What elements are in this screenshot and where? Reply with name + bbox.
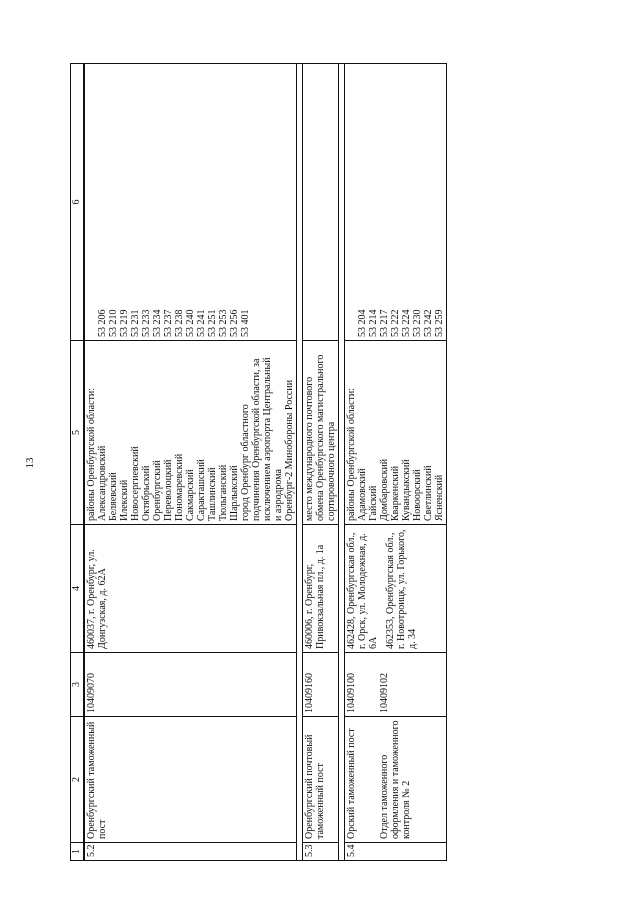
header-col-6: 6	[71, 64, 85, 341]
okato-code: 53 242	[423, 309, 434, 337]
region-line: Ясненский	[434, 474, 445, 521]
region-line: подчинения Оренбургской области, за	[251, 358, 262, 521]
post-name: Оренбургский таможенный пост	[84, 717, 297, 843]
post-name: Орский таможенный пост	[346, 728, 357, 839]
region-line: Тюльганский	[218, 464, 229, 521]
post-code-group	[345, 653, 447, 717]
region-line: обмена Оренбургского магистрального	[315, 354, 326, 521]
region-line: и аэродрома	[273, 469, 284, 521]
okato-code: 53 241	[196, 309, 207, 337]
header-col-5: 5	[71, 341, 85, 525]
post-code: 10409070	[84, 653, 297, 717]
region-line: Адамовский	[357, 468, 368, 521]
okato-code: 53 204	[357, 309, 368, 337]
okato-code: 53 222	[390, 309, 401, 337]
okato-code: 53 238	[174, 309, 185, 337]
post-address: 460037, г. Оренбург, ул. Донгузская, д. 62А	[84, 525, 297, 653]
region-line: Ташлинский	[207, 467, 218, 521]
region-line: город Оренбург областного	[240, 404, 251, 521]
region-line: Октябрьский	[141, 465, 152, 521]
header-col-2: 2	[71, 717, 85, 843]
region-line: Илекский	[119, 479, 130, 521]
okato-code: 53 251	[207, 309, 218, 337]
okato-code: 53 231	[130, 309, 141, 337]
region-line: Кувандыкский	[401, 459, 412, 521]
region-line: Оренбург-2 Минобороны России	[284, 379, 295, 521]
okato-code: 53 206	[97, 309, 108, 337]
okato-list	[303, 64, 339, 341]
rotated-table-container	[70, 63, 580, 861]
region-line: Переволоцкий	[163, 459, 174, 521]
region-line: Гайский	[368, 485, 379, 521]
region-line: Оренбургский	[152, 460, 163, 521]
okato-code: 53 219	[119, 309, 130, 337]
post-address: 460006, г. Оренбург, Привокзальная пл., д. 1а	[303, 525, 339, 653]
okato-list	[345, 64, 447, 341]
header-col-4: 4	[71, 525, 85, 653]
table-row-5-2	[84, 64, 297, 861]
okato-code: 53 233	[141, 309, 152, 337]
okato-list	[84, 64, 297, 341]
sub-post-address: 462353, Оренбургская обл., г. Новотроицк, ул. Горького, д. 34	[385, 529, 418, 649]
region-line: сортировочного центра	[326, 421, 337, 521]
okato-code: 53 214	[368, 309, 379, 337]
okato-code: 53 259	[434, 309, 445, 337]
okato-code: 53 230	[412, 309, 423, 337]
region-line: место международного почтового	[304, 376, 315, 521]
region-line: исключением аэропорта Центральный	[262, 357, 273, 521]
region-list	[84, 341, 297, 525]
post-code: 10409160	[303, 653, 339, 717]
region-list	[303, 341, 339, 525]
header-col-3: 3	[71, 653, 85, 717]
region-line: районы Оренбургской области:	[346, 387, 357, 521]
region-line: Шарлыкский	[229, 465, 240, 521]
table-header-row	[71, 64, 85, 861]
post-name-group	[345, 717, 447, 843]
okato-code	[346, 67, 357, 337]
region-line: Пономаревский	[174, 453, 185, 521]
okato-code	[86, 67, 97, 337]
post-code: 10409100	[346, 673, 357, 713]
sub-post-code: 10409102	[379, 673, 390, 713]
header-col-1: 1	[71, 843, 85, 861]
row-number: 5.3	[303, 843, 339, 861]
region-line: Новоорский	[412, 469, 423, 521]
region-line: Саракташский	[196, 459, 207, 521]
region-line: Новосергиевский	[130, 446, 141, 521]
region-line: Беляевский	[108, 472, 119, 521]
okato-code: 53 240	[185, 309, 196, 337]
page-number: 13	[24, 457, 36, 469]
okato-code: 53 253	[218, 309, 229, 337]
table-row-5-4	[345, 64, 447, 861]
region-line: Домбаровский	[379, 458, 390, 521]
post-address: 462428, Оренбургская обл., г. Орск, ул. Молодежная, д. 6А	[346, 532, 379, 649]
table-row-5-3	[303, 64, 339, 861]
row-number: 5.4	[345, 843, 447, 861]
customs-posts-table	[70, 63, 447, 861]
post-address-group	[345, 525, 447, 653]
okato-code: 53 234	[152, 309, 163, 337]
region-line: Кваркенский	[390, 465, 401, 521]
region-line: Александровский	[97, 445, 108, 521]
okato-code: 53 256	[229, 309, 240, 337]
region-line: Сакмарский	[185, 469, 196, 521]
sub-post-name: Отдел таможенного оформления и таможенного контроля № 2	[379, 720, 412, 839]
okato-code: 53 217	[379, 309, 390, 337]
region-list	[345, 341, 447, 525]
okato-code: 53 224	[401, 309, 412, 337]
region-line: Светлинский	[423, 465, 434, 521]
okato-code: 53 237	[163, 309, 174, 337]
okato-code: 53 401	[240, 309, 251, 337]
region-line: районы Оренбургской области:	[86, 387, 97, 521]
okato-code: 53 210	[108, 309, 119, 337]
post-name: Оренбургский почтовый таможенный пост	[303, 717, 339, 843]
row-number: 5.2	[84, 843, 297, 861]
